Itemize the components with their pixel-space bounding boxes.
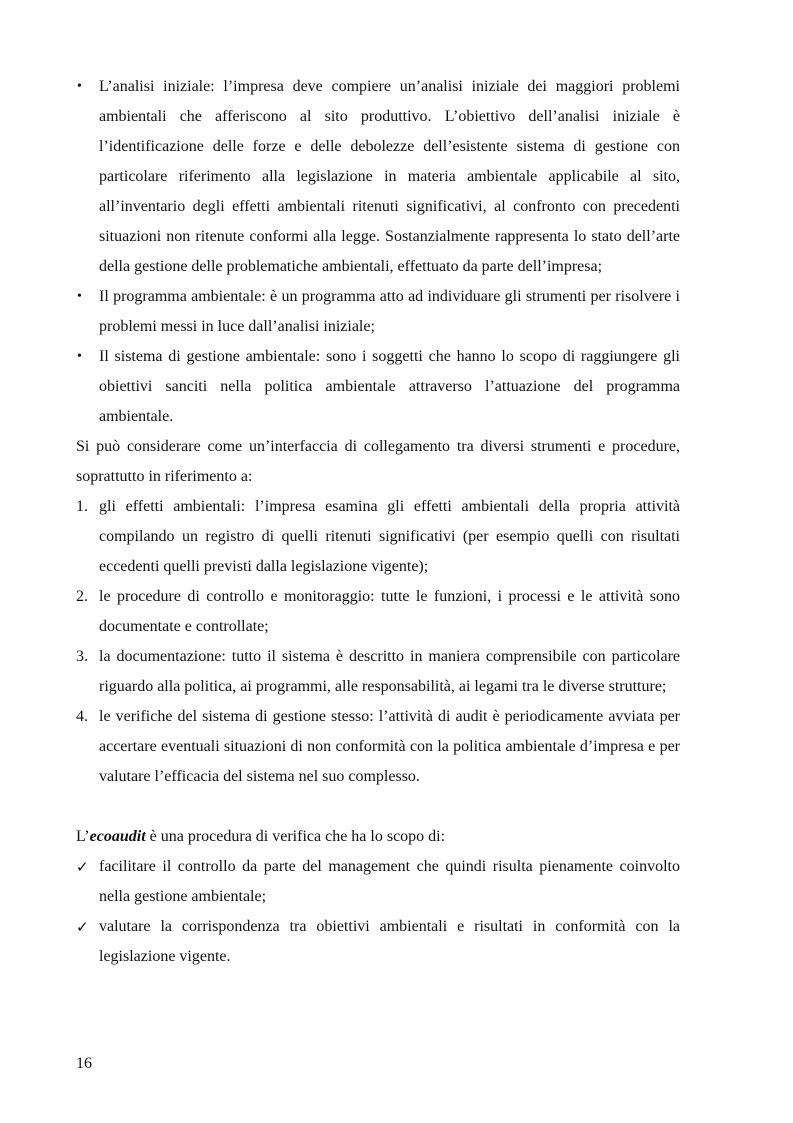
numbered-text: le verifiche del sistema di gestione stesso: l’attività di audit è periodicamente avviata per accertare eventuali situazioni di non conformità con la politica ambientale d’impresa e per valutare l’efficacia del sistema nel suo complesso. (99, 708, 680, 785)
bullet-text: L’analisi iniziale: l’impresa deve compiere un’analisi iniziale dei maggiori problemi ambientali che afferiscono al sito produttivo. L’obiettivo dell’analisi iniziale è l’identificazione delle forze e delle debolezze dell’esistente sistema di gestione con particolare riferimento alla legislazione in materia ambientale applicabile al sito, all’inventario degli effetti ambientali ritenuti significativi, al confronto con precedenti situazioni non ritenute conformi alla legge. Sostanzialmente rappresenta lo stato dell’arte della gestione delle problematiche ambientali, effettuato da parte dell’impresa; (99, 78, 680, 275)
check-text: valutare la corrispondenza tra obiettivi ambientali e risultati in conformità con la legislazione vigente. (99, 918, 680, 965)
numbered-item-verifiche (76, 702, 680, 792)
list-number: 4. (76, 708, 88, 725)
bullet-text: Il sistema di gestione ambientale: sono i soggetti che hanno lo scopo di raggiungere gli obiettivi sanciti nella politica ambientale attraverso l’attuazione del programma ambientale. (99, 348, 680, 425)
ecoaudit-term: ecoaudit (89, 828, 146, 845)
checkmark-icon: ✓ (76, 918, 89, 936)
bullet-item-analisi-iniziale (76, 72, 680, 282)
list-number: 1. (76, 498, 88, 515)
page-number: 16 (76, 1055, 92, 1072)
checkmark-icon: ✓ (76, 858, 89, 876)
numbered-text: la documentazione: tutto il sistema è descritto in maniera comprensibile con particolare riguardo alla politica, ai programmi, alle responsabilità, ai legami tra le diverse strutture; (99, 648, 680, 695)
numbered-item-documentazione (76, 642, 680, 702)
bullet-icon: • (77, 349, 82, 364)
ecoaudit-paragraph (76, 822, 680, 852)
ecoaudit-suffix: è una procedura di verifica che ha lo scopo di: (145, 828, 446, 845)
check-item-facilitare-controllo (76, 852, 680, 912)
numbered-text: gli effetti ambientali: l’impresa esamina gli effetti ambientali della propria attività compilando un registro di quelli ritenuti significativi (per esempio quelli con risultati eccedenti quelli previsti dalla legislazione vigente); (99, 498, 680, 575)
bullet-icon: • (77, 289, 82, 304)
bullet-text: Il programma ambientale: è un programma atto ad individuare gli strumenti per risolvere i problemi messi in luce dall’analisi iniziale; (99, 288, 680, 335)
numbered-item-effetti-ambientali (76, 492, 680, 582)
check-item-valutare-corrispondenza (76, 912, 680, 972)
bullet-item-sistema-gestione (76, 342, 680, 432)
numbered-text: le procedure di controllo e monitoraggio: tutte le funzioni, i processi e le attività sono documentate e controllate; (99, 588, 680, 635)
check-text: facilitare il controllo da parte del management che quindi risulta pienamente coinvolto nella gestione ambientale; (99, 858, 680, 905)
list-number: 2. (76, 588, 88, 605)
ecoaudit-prefix: L’ (76, 828, 90, 845)
intro-paragraph: Si può considerare come un’interfaccia di collegamento tra diversi strumenti e procedure, soprattutto in riferimento a: (76, 438, 680, 485)
bullet-icon: • (77, 79, 82, 94)
bullet-item-programma-ambientale (76, 282, 680, 342)
list-number: 3. (76, 648, 88, 665)
paragraph-spacer (76, 792, 680, 822)
numbered-item-procedure-controllo (76, 582, 680, 642)
page-body (76, 72, 680, 972)
